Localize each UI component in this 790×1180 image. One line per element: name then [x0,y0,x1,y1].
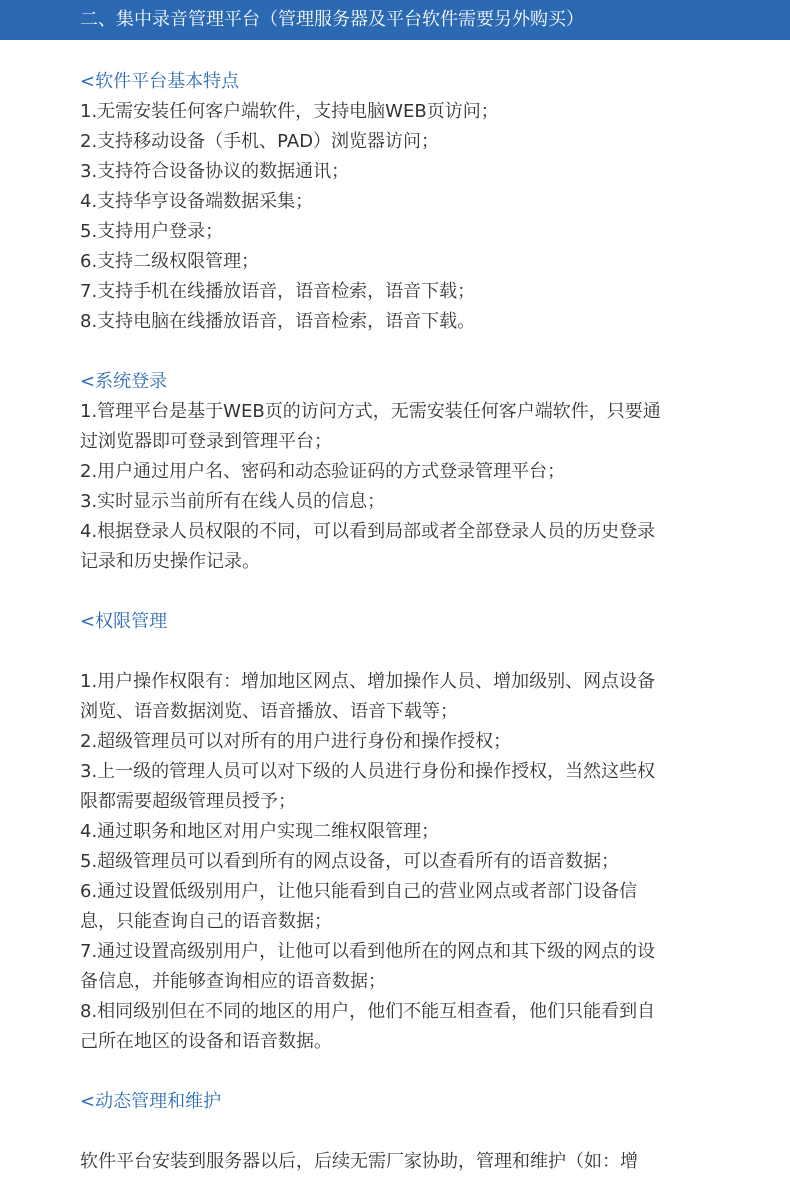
paragraph-line: 软件平台安装到服务器以后，后续无需厂家协助，管理和维护（如：增 [80,1151,638,1172]
list-item: 1.用户操作权限有：增加地区网点、增加操作人员、增加级别、网点设备 [80,671,656,692]
list-item: 3.支持符合设备协议的数据通讯； [80,161,350,182]
section-heading-permission-management: <权限管理 [80,611,168,632]
section-heading-dynamic-maintenance: <动态管理和维护 [80,1091,222,1112]
list-item: 6.通过设置低级别用户，让他只能看到自己的营业网点或者部门设备信 [80,881,638,902]
list-item: 浏览、语音数据浏览、语音播放、语音下载等； [80,701,458,722]
list-item: 1.无需安装任何客户端软件，支持电脑WEB页访问； [80,101,499,122]
section-heading-platform-features: <软件平台基本特点 [80,71,240,92]
list-item: 备信息，并能够查询相应的语音数据； [80,971,386,992]
list-item: 2.支持移动设备（手机、PAD）浏览器访问； [80,131,440,152]
list-item: 记录和历史操作记录。 [80,551,260,572]
list-item: 5.支持用户登录； [80,221,224,242]
list-item: 1.管理平台是基于WEB页的访问方式，无需安装任何客户端软件，只要通 [80,401,661,422]
list-item: 5.超级管理员可以看到所有的网点设备，可以查看所有的语音数据； [80,851,620,872]
section-banner [0,0,790,40]
list-item: 2.超级管理员可以对所有的用户进行身份和操作授权； [80,731,512,752]
list-item: 息，只能查询自己的语音数据； [80,911,332,932]
list-item: 2.用户通过用户名、密码和动态验证码的方式登录管理平台； [80,461,566,482]
section-heading-system-login: <系统登录 [80,371,168,392]
list-item: 8.相同级别但在不同的地区的用户，他们不能互相查看，他们只能看到自 [80,1001,656,1022]
list-item: 7.通过设置高级别用户，让他可以看到他所在的网点和其下级的网点的设 [80,941,656,962]
list-item: 8.支持电脑在线播放语音，语音检索，语音下载。 [80,311,476,332]
list-item: 过浏览器即可登录到管理平台； [80,431,332,452]
list-item: 限都需要超级管理员授予； [80,791,296,812]
list-item: 6.支持二级权限管理； [80,251,260,272]
list-item: 3.上一级的管理人员可以对下级的人员进行身份和操作授权，当然这些权 [80,761,656,782]
banner-title: 二、集中录音管理平台（管理服务器及平台软件需要另外购买） [80,9,584,30]
list-item: 4.通过职务和地区对用户实现二维权限管理； [80,821,440,842]
list-item: 4.根据登录人员权限的不同，可以看到局部或者全部登录人员的历史登录 [80,521,656,542]
list-item: 7.支持手机在线播放语音，语音检索，语音下载； [80,281,476,302]
list-item: 4.支持华亨设备端数据采集； [80,191,314,212]
list-item: 己所在地区的设备和语音数据。 [80,1031,332,1052]
list-item: 3.实时显示当前所有在线人员的信息； [80,491,386,512]
